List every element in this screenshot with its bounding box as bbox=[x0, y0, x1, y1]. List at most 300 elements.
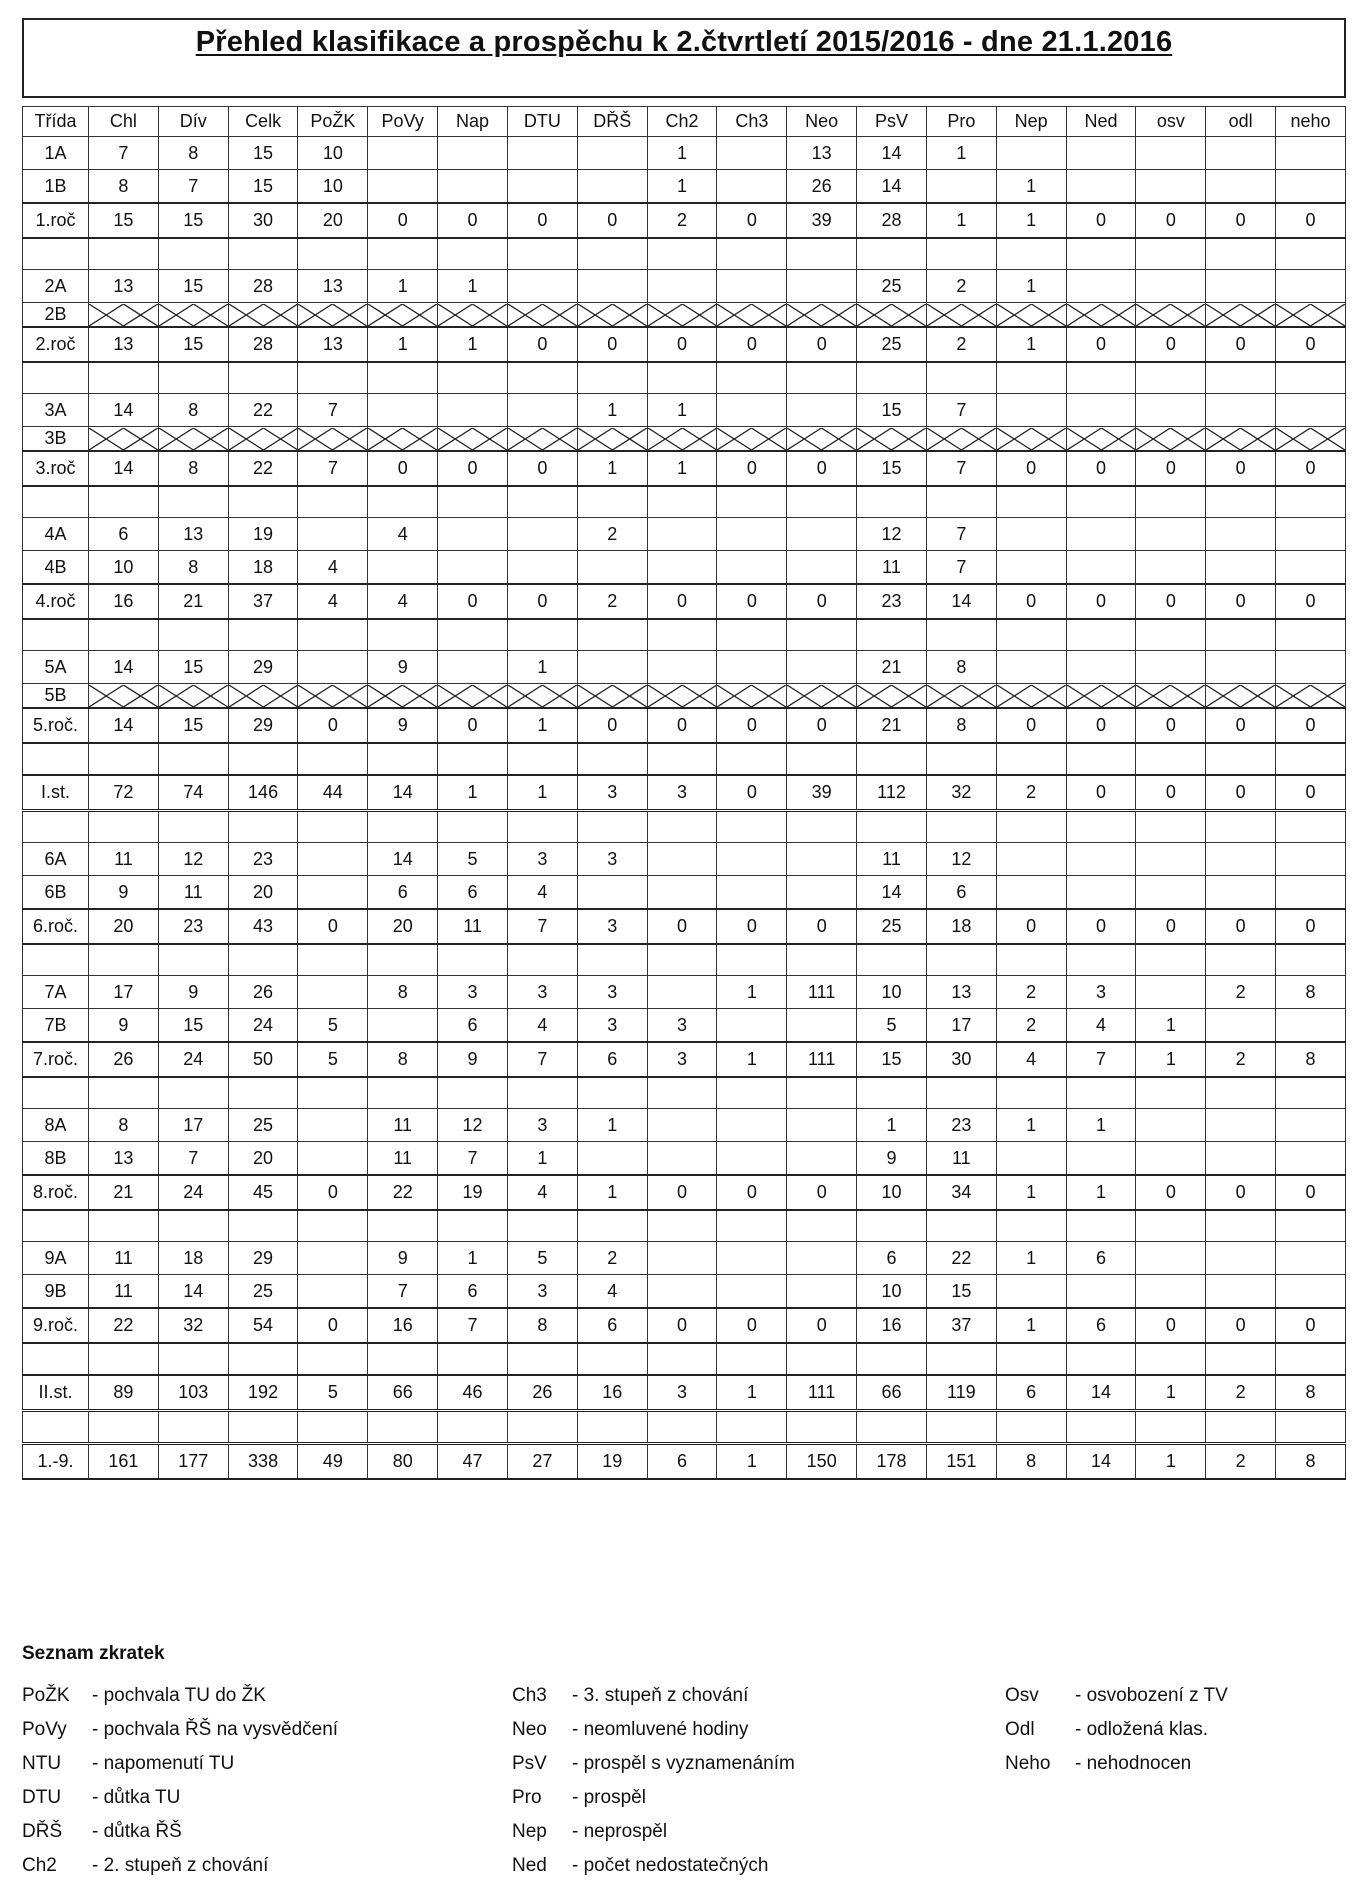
empty-cell bbox=[158, 362, 228, 394]
table-cell: 2 bbox=[996, 775, 1066, 811]
classification-table bbox=[22, 106, 1346, 1480]
table-cell bbox=[647, 518, 717, 551]
table-cell: 8 bbox=[158, 137, 228, 170]
table-cell bbox=[1136, 843, 1206, 876]
legend-description: - důtka ŘŠ bbox=[92, 1821, 182, 1842]
table-cell: 12 bbox=[857, 518, 927, 551]
cross-out-mark bbox=[1067, 685, 1136, 707]
row-label: 6.roč. bbox=[23, 909, 89, 944]
table-cell bbox=[1206, 651, 1276, 684]
legend-abbreviation: PsV bbox=[512, 1753, 547, 1774]
table-cell: 1 bbox=[996, 270, 1066, 303]
empty-cell bbox=[787, 743, 857, 775]
title-box bbox=[22, 18, 1346, 98]
cross-out-mark bbox=[857, 428, 926, 450]
table-cell: 6 bbox=[996, 1375, 1066, 1411]
table-cell: 10 bbox=[857, 1175, 927, 1210]
table-row bbox=[23, 270, 1346, 303]
column-header: PoVy bbox=[368, 107, 438, 137]
table-cell: 0 bbox=[1066, 909, 1136, 944]
crossed-cell bbox=[787, 427, 857, 452]
subtotal-row bbox=[23, 1375, 1346, 1411]
table-cell: 13 bbox=[89, 270, 159, 303]
table-cell bbox=[507, 518, 577, 551]
cross-out-mark bbox=[1136, 685, 1205, 707]
empty-cell bbox=[1066, 743, 1136, 775]
table-cell: 0 bbox=[507, 327, 577, 362]
table-cell: 8 bbox=[158, 551, 228, 585]
table-cell: 1 bbox=[507, 1142, 577, 1176]
empty-cell bbox=[577, 1077, 647, 1109]
table-cell bbox=[577, 876, 647, 910]
table-cell bbox=[368, 137, 438, 170]
empty-cell bbox=[158, 1411, 228, 1444]
table-cell bbox=[298, 518, 368, 551]
table-cell: 1 bbox=[507, 708, 577, 743]
table-cell bbox=[1136, 1109, 1206, 1142]
table-cell bbox=[1206, 270, 1276, 303]
empty-cell bbox=[717, 1343, 787, 1375]
legend-item bbox=[1005, 1679, 1228, 1713]
empty-cell bbox=[717, 486, 787, 518]
table-cell bbox=[1206, 876, 1276, 910]
table-cell bbox=[996, 518, 1066, 551]
empty-cell bbox=[507, 1411, 577, 1444]
table-cell bbox=[1276, 843, 1346, 876]
table-cell: 32 bbox=[926, 775, 996, 811]
table-cell: 12 bbox=[158, 843, 228, 876]
table-row bbox=[23, 1009, 1346, 1043]
table-cell bbox=[647, 1142, 717, 1176]
empty-cell bbox=[1206, 743, 1276, 775]
table-cell: 5 bbox=[298, 1009, 368, 1043]
table-cell: 15 bbox=[857, 1042, 927, 1077]
empty-cell bbox=[23, 811, 89, 843]
table-cell: 9 bbox=[368, 651, 438, 684]
table-cell bbox=[1206, 551, 1276, 585]
table-cell: 4 bbox=[1066, 1009, 1136, 1043]
cross-out-mark bbox=[298, 304, 367, 326]
table-cell: 0 bbox=[717, 451, 787, 486]
empty-cell bbox=[23, 238, 89, 270]
legend-item bbox=[22, 1679, 338, 1713]
empty-cell bbox=[507, 619, 577, 651]
table-cell: 0 bbox=[787, 451, 857, 486]
empty-cell bbox=[438, 1411, 508, 1444]
table-cell bbox=[1276, 1142, 1346, 1176]
table-cell: 4 bbox=[577, 1275, 647, 1309]
table-cell: 26 bbox=[787, 170, 857, 204]
legend-title: Seznam zkratek bbox=[22, 1643, 165, 1664]
table-cell: 6 bbox=[647, 1444, 717, 1480]
table-cell: 6 bbox=[438, 1275, 508, 1309]
legend-description: - důtka TU bbox=[92, 1787, 181, 1808]
column-header: Neo bbox=[787, 107, 857, 137]
cross-out-mark bbox=[717, 428, 786, 450]
empty-cell bbox=[1136, 944, 1206, 976]
table-cell: 0 bbox=[1206, 775, 1276, 811]
table-cell: 11 bbox=[368, 1142, 438, 1176]
crossed-cell bbox=[298, 684, 368, 709]
table-cell: 1 bbox=[1066, 1175, 1136, 1210]
crossed-cell bbox=[647, 684, 717, 709]
legend-item bbox=[512, 1849, 795, 1883]
table-cell bbox=[577, 137, 647, 170]
table-cell: 14 bbox=[368, 775, 438, 811]
table-cell: 0 bbox=[717, 708, 787, 743]
table-cell: 23 bbox=[857, 584, 927, 619]
table-cell: 29 bbox=[228, 708, 298, 743]
table-cell: 25 bbox=[228, 1109, 298, 1142]
table-cell bbox=[1136, 1275, 1206, 1309]
cross-out-mark bbox=[229, 685, 298, 707]
legend-column-2 bbox=[512, 1679, 795, 1883]
empty-cell bbox=[438, 1343, 508, 1375]
cross-out-mark bbox=[89, 304, 158, 326]
table-cell: 14 bbox=[368, 843, 438, 876]
empty-cell bbox=[298, 944, 368, 976]
table-cell: 1 bbox=[1136, 1375, 1206, 1411]
table-cell: 7 bbox=[926, 518, 996, 551]
table-cell: 0 bbox=[507, 451, 577, 486]
row-label: 1B bbox=[23, 170, 89, 204]
table-cell: 10 bbox=[298, 170, 368, 204]
table-row bbox=[23, 170, 1346, 204]
empty-cell bbox=[577, 944, 647, 976]
table-cell: 20 bbox=[228, 1142, 298, 1176]
table-cell: 11 bbox=[158, 876, 228, 910]
table-cell: 30 bbox=[926, 1042, 996, 1077]
table-cell: 15 bbox=[158, 1009, 228, 1043]
table-cell: 8 bbox=[89, 1109, 159, 1142]
table-cell bbox=[1136, 137, 1206, 170]
table-cell: 8 bbox=[1276, 1444, 1346, 1480]
table-cell bbox=[996, 137, 1066, 170]
table-cell bbox=[1066, 1142, 1136, 1176]
table-cell: 0 bbox=[647, 1175, 717, 1210]
table-cell: 8 bbox=[1276, 976, 1346, 1009]
table-cell bbox=[1276, 394, 1346, 427]
table-cell: 7 bbox=[507, 1042, 577, 1077]
table-cell: 3 bbox=[438, 976, 508, 1009]
empty-cell bbox=[438, 811, 508, 843]
empty-cell bbox=[717, 1077, 787, 1109]
table-cell: 15 bbox=[228, 137, 298, 170]
table-cell bbox=[1066, 394, 1136, 427]
table-cell: 0 bbox=[298, 1175, 368, 1210]
empty-cell bbox=[507, 944, 577, 976]
table-cell: 7 bbox=[298, 451, 368, 486]
table-cell: 3 bbox=[577, 843, 647, 876]
crossed-cell bbox=[158, 427, 228, 452]
table-cell: 9 bbox=[438, 1042, 508, 1077]
table-cell: 19 bbox=[228, 518, 298, 551]
empty-cell bbox=[1136, 1343, 1206, 1375]
cross-out-mark bbox=[1276, 304, 1345, 326]
table-cell bbox=[1136, 651, 1206, 684]
spacer-row bbox=[23, 238, 1346, 270]
table-cell bbox=[717, 170, 787, 204]
empty-cell bbox=[1276, 811, 1346, 843]
crossed-cell bbox=[577, 427, 647, 452]
table-cell: 0 bbox=[577, 708, 647, 743]
table-cell: 5 bbox=[298, 1042, 368, 1077]
table-cell: 0 bbox=[996, 909, 1066, 944]
empty-cell bbox=[1206, 619, 1276, 651]
legend-description: - počet nedostatečných bbox=[572, 1855, 769, 1876]
cross-out-mark bbox=[787, 685, 856, 707]
legend-description: - 3. stupeň z chování bbox=[572, 1685, 749, 1706]
table-cell: 20 bbox=[368, 909, 438, 944]
table-cell bbox=[577, 270, 647, 303]
empty-cell bbox=[857, 1343, 927, 1375]
table-cell bbox=[1066, 270, 1136, 303]
table-cell: 22 bbox=[368, 1175, 438, 1210]
table-cell bbox=[717, 1242, 787, 1275]
crossed-cell bbox=[926, 303, 996, 328]
subtotal-row bbox=[23, 1308, 1346, 1343]
empty-cell bbox=[23, 1343, 89, 1375]
crossed-cell bbox=[507, 303, 577, 328]
table-cell: 0 bbox=[1136, 708, 1206, 743]
table-cell: 13 bbox=[298, 327, 368, 362]
empty-cell bbox=[996, 362, 1066, 394]
legend-description: - pochvala TU do ŽK bbox=[92, 1685, 266, 1706]
table-cell: 1 bbox=[368, 327, 438, 362]
empty-cell bbox=[158, 944, 228, 976]
legend-description: - prospěl bbox=[572, 1787, 646, 1808]
table-cell: 0 bbox=[1136, 909, 1206, 944]
empty-cell bbox=[857, 619, 927, 651]
table-cell: 13 bbox=[298, 270, 368, 303]
table-cell: 0 bbox=[1136, 1308, 1206, 1343]
empty-cell bbox=[577, 486, 647, 518]
empty-cell bbox=[996, 619, 1066, 651]
table-cell: 0 bbox=[647, 708, 717, 743]
row-label: 3A bbox=[23, 394, 89, 427]
cross-out-mark bbox=[1206, 685, 1275, 707]
empty-cell bbox=[1066, 1343, 1136, 1375]
table-cell: 0 bbox=[438, 584, 508, 619]
table-cell: 16 bbox=[368, 1308, 438, 1343]
table-cell bbox=[1136, 876, 1206, 910]
empty-cell bbox=[438, 944, 508, 976]
table-cell: 192 bbox=[228, 1375, 298, 1411]
table-cell bbox=[1136, 1142, 1206, 1176]
table-cell: 11 bbox=[89, 1275, 159, 1309]
table-cell: 0 bbox=[996, 451, 1066, 486]
crossed-cell bbox=[89, 427, 159, 452]
table-cell bbox=[1136, 551, 1206, 585]
table-cell: 3 bbox=[647, 1375, 717, 1411]
table-cell: 14 bbox=[1066, 1444, 1136, 1480]
table-row bbox=[23, 976, 1346, 1009]
table-cell: 0 bbox=[787, 1175, 857, 1210]
class-label: 5B bbox=[23, 684, 89, 709]
table-cell: 2 bbox=[996, 976, 1066, 1009]
empty-cell bbox=[23, 944, 89, 976]
table-cell bbox=[717, 1275, 787, 1309]
cross-out-mark bbox=[298, 428, 367, 450]
empty-cell bbox=[647, 811, 717, 843]
table-cell: 111 bbox=[787, 976, 857, 1009]
crossed-cell bbox=[438, 427, 508, 452]
empty-cell bbox=[368, 362, 438, 394]
crossed-cell bbox=[787, 684, 857, 709]
table-cell: 0 bbox=[507, 584, 577, 619]
table-cell bbox=[1066, 1275, 1136, 1309]
table-cell: 23 bbox=[926, 1109, 996, 1142]
crossed-cell bbox=[926, 427, 996, 452]
table-cell bbox=[1066, 876, 1136, 910]
table-cell bbox=[996, 843, 1066, 876]
table-cell bbox=[787, 1142, 857, 1176]
cross-out-mark bbox=[997, 685, 1066, 707]
subtotal-row bbox=[23, 909, 1346, 944]
row-label: 9B bbox=[23, 1275, 89, 1309]
crossed-cell bbox=[1206, 303, 1276, 328]
cross-out-mark bbox=[578, 685, 647, 707]
table-cell bbox=[996, 1142, 1066, 1176]
table-cell: 103 bbox=[158, 1375, 228, 1411]
table-cell: 21 bbox=[89, 1175, 159, 1210]
legend-column-3 bbox=[1005, 1679, 1228, 1781]
cross-out-mark bbox=[508, 428, 577, 450]
table-cell: 16 bbox=[577, 1375, 647, 1411]
empty-cell bbox=[23, 1077, 89, 1109]
table-cell: 151 bbox=[926, 1444, 996, 1480]
legend-abbreviation: PoŽK bbox=[22, 1685, 70, 1706]
empty-cell bbox=[23, 362, 89, 394]
table-cell: 1 bbox=[1136, 1444, 1206, 1480]
empty-cell bbox=[368, 619, 438, 651]
empty-cell bbox=[717, 619, 787, 651]
legend-description: - 2. stupeň z chování bbox=[92, 1855, 269, 1876]
empty-cell bbox=[368, 811, 438, 843]
table-cell: 8 bbox=[996, 1444, 1066, 1480]
empty-cell bbox=[787, 486, 857, 518]
empty-cell bbox=[228, 1411, 298, 1444]
cross-out-mark bbox=[997, 428, 1066, 450]
crossed-cell bbox=[857, 427, 927, 452]
table-cell: 0 bbox=[1206, 584, 1276, 619]
empty-cell bbox=[647, 1210, 717, 1242]
empty-cell bbox=[857, 238, 927, 270]
empty-cell bbox=[1066, 362, 1136, 394]
empty-cell bbox=[787, 1210, 857, 1242]
empty-cell bbox=[647, 238, 717, 270]
crossed-cell bbox=[1066, 684, 1136, 709]
subtotal-row bbox=[23, 1175, 1346, 1210]
table-cell: 4 bbox=[298, 584, 368, 619]
empty-cell bbox=[1206, 1077, 1276, 1109]
table-cell: 26 bbox=[507, 1375, 577, 1411]
row-label: 7B bbox=[23, 1009, 89, 1043]
empty-cell bbox=[89, 238, 159, 270]
table-cell: 6 bbox=[1066, 1308, 1136, 1343]
cross-out-mark bbox=[787, 304, 856, 326]
crossed-out-row bbox=[23, 427, 1346, 452]
empty-cell bbox=[926, 1343, 996, 1375]
table-cell bbox=[647, 843, 717, 876]
legend-abbreviation: DŘŠ bbox=[22, 1821, 63, 1842]
legend-abbreviation: Ned bbox=[512, 1855, 547, 1876]
table-cell: 1 bbox=[647, 394, 717, 427]
table-cell: 8 bbox=[368, 976, 438, 1009]
spacer-row bbox=[23, 1077, 1346, 1109]
table-cell: 3 bbox=[1066, 976, 1136, 1009]
empty-cell bbox=[158, 619, 228, 651]
table-cell: 21 bbox=[857, 708, 927, 743]
empty-cell bbox=[857, 1411, 927, 1444]
table-cell: 0 bbox=[438, 203, 508, 238]
empty-cell bbox=[89, 362, 159, 394]
empty-cell bbox=[577, 238, 647, 270]
table-cell: 22 bbox=[926, 1242, 996, 1275]
empty-cell bbox=[438, 743, 508, 775]
empty-cell bbox=[577, 1210, 647, 1242]
crossed-cell bbox=[89, 684, 159, 709]
table-cell bbox=[1206, 137, 1276, 170]
table-cell: 1 bbox=[1066, 1109, 1136, 1142]
cross-out-mark bbox=[298, 685, 367, 707]
legend-description: - pochvala ŘŠ na vysvědčení bbox=[92, 1719, 339, 1740]
table-cell bbox=[1276, 651, 1346, 684]
empty-cell bbox=[717, 944, 787, 976]
column-header: Ch2 bbox=[647, 107, 717, 137]
table-cell: 6 bbox=[1066, 1242, 1136, 1275]
crossed-cell bbox=[647, 303, 717, 328]
table-cell bbox=[507, 394, 577, 427]
empty-cell bbox=[1276, 619, 1346, 651]
table-cell: 1 bbox=[577, 1175, 647, 1210]
cross-out-mark bbox=[857, 685, 926, 707]
table-cell bbox=[996, 876, 1066, 910]
grand-total-row bbox=[23, 1444, 1346, 1480]
table-cell: 13 bbox=[787, 137, 857, 170]
table-cell: 6 bbox=[857, 1242, 927, 1275]
crossed-cell bbox=[857, 684, 927, 709]
empty-cell bbox=[717, 1411, 787, 1444]
table-cell bbox=[717, 137, 787, 170]
empty-cell bbox=[89, 1210, 159, 1242]
legend-abbreviation: Ch3 bbox=[512, 1685, 547, 1706]
cross-out-mark bbox=[159, 428, 228, 450]
table-cell: 13 bbox=[89, 1142, 159, 1176]
table-cell: 9 bbox=[368, 708, 438, 743]
empty-cell bbox=[368, 1343, 438, 1375]
table-cell: 15 bbox=[857, 451, 927, 486]
subtotal-row bbox=[23, 451, 1346, 486]
table-cell: 3 bbox=[577, 976, 647, 1009]
table-cell bbox=[507, 270, 577, 303]
table-cell: 0 bbox=[577, 203, 647, 238]
table-cell: 14 bbox=[89, 651, 159, 684]
table-cell bbox=[717, 551, 787, 585]
crossed-cell bbox=[368, 684, 438, 709]
empty-cell bbox=[368, 743, 438, 775]
empty-cell bbox=[926, 362, 996, 394]
empty-cell bbox=[228, 1077, 298, 1109]
empty-cell bbox=[857, 944, 927, 976]
table-cell: 17 bbox=[89, 976, 159, 1009]
legend-item bbox=[512, 1815, 795, 1849]
table-cell bbox=[298, 876, 368, 910]
table-cell bbox=[1206, 170, 1276, 204]
table-cell: 23 bbox=[158, 909, 228, 944]
column-header: PoŽK bbox=[298, 107, 368, 137]
table-cell: 3 bbox=[647, 1042, 717, 1077]
